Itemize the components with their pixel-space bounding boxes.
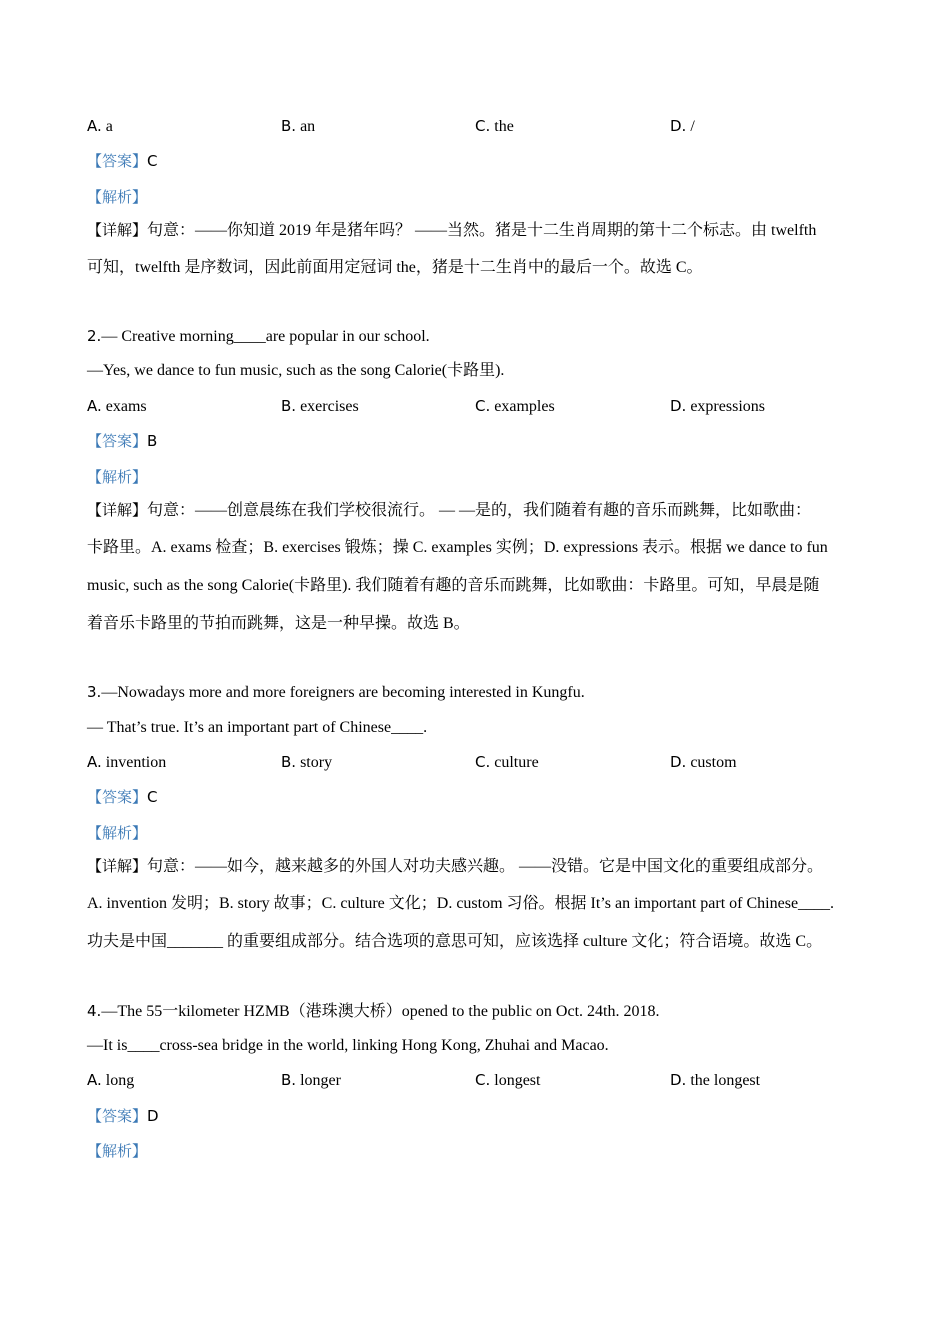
q1-option-c [475,115,514,138]
detail-text: 句意：——创意晨练在我们学校很流行。 — —是的，我们随着有趣的音乐而跳舞，比如歌曲： [147,502,812,519]
option-letter: B. [281,397,297,415]
q2-detail-line-4 [87,613,470,635]
detail-tag: 【详解】 [87,857,148,875]
stem-text: — That’s true. It’s an important part of Chinese____. [87,719,428,736]
answer-value: C [147,788,158,806]
stem-text: —The 55一kilometer HZMB（港珠澳大桥）opened to the public on Oct. 24th. 2018. [101,1003,660,1020]
detail-text: A. invention 发明；B. story 故事；C. culture 文化；D. custom 习俗。根据 It’s an important part of Chinese____. [87,895,835,912]
q3-detail-line-3 [87,931,822,953]
detail-text: music, such as the song Calorie(卡路里). 我们随着有趣的音乐而跳舞，比如歌曲：卡路里。可知，早晨是随 [87,577,820,594]
answer-tag: 【答案】 [87,432,148,450]
option-text: the [494,118,514,135]
q4-option-d [670,1069,760,1092]
q1-detail-line-1 [87,219,816,242]
answer-tag: 【答案】 [87,1107,148,1125]
option-text: exercises [300,398,359,415]
option-letter: B. [281,753,297,771]
stem-text: —Yes, we dance to fun music, such as the song Calorie(卡路里). [87,362,505,379]
option-letter: A. [87,117,102,135]
q4-analysis [87,1140,147,1163]
option-text: exams [105,398,147,415]
q4-option-b [281,1069,341,1092]
q4-stem-line-2 [87,1035,609,1057]
analysis-tag: 【解析】 [87,824,148,842]
q2-detail-line-1 [87,499,811,522]
detail-text: 卡路里。A. exams 检查；B. exercises 锻炼；操 C. examples 实例；D. expressions 表示。根据 we dance to fun [87,539,828,556]
q3-detail-line-2 [87,893,834,915]
q3-detail-line-1 [87,855,823,878]
option-text: story [300,754,333,771]
option-text: examples [494,398,555,415]
option-letter: D. [670,753,687,771]
option-text: the longest [690,1072,761,1089]
q1-option-b [281,115,315,138]
answer-tag: 【答案】 [87,152,148,170]
q1-analysis [87,186,147,209]
q1-option-d [670,115,695,138]
question-number: 4. [87,1002,102,1020]
option-text: expressions [690,398,765,415]
q1-answer [87,150,158,173]
q2-detail-line-2 [87,537,828,559]
option-text: an [300,118,316,135]
q4-stem-line-1 [87,1000,659,1023]
q2-option-b [281,395,359,418]
question-number: 3. [87,683,102,701]
q2-stem-line-1 [87,325,430,348]
option-letter: D. [670,397,687,415]
detail-text: 功夫是中国_______ 的重要组成部分。结合选项的意思可知，应该选择 culture 文化；符合语境。故选 C。 [87,933,823,950]
option-letter: A. [87,753,102,771]
q3-stem-line-2 [87,717,427,739]
q3-option-b [281,751,332,774]
q3-analysis [87,822,147,845]
question-number: 2. [87,327,102,345]
stem-text: — Creative morning____are popular in our school. [101,328,430,345]
q3-option-a [87,751,166,774]
q3-option-c [475,751,539,774]
q2-option-a [87,395,147,418]
q4-answer [87,1105,159,1128]
q1-option-a [87,115,113,138]
option-text: a [105,118,113,135]
stem-text: —Nowadays more and more foreigners are becoming interested in Kungfu. [101,684,585,701]
analysis-tag: 【解析】 [87,1142,148,1160]
option-text: / [690,118,695,135]
analysis-tag: 【解析】 [87,188,148,206]
q2-answer [87,430,157,453]
answer-value: D [147,1107,159,1125]
option-letter: C. [475,753,491,771]
q2-analysis [87,466,147,489]
detail-text: 句意：——你知道 2019 年是猪年吗？ ——当然。猪是十二生肖周期的第十二个标志。由 twelfth [147,222,817,239]
option-letter: C. [475,117,491,135]
option-text: culture [494,754,539,771]
detail-text: 句意：——如今，越来越多的外国人对功夫感兴趣。 ——没错。它是中国文化的重要组成部分。 [147,858,824,875]
option-letter: A. [87,1071,102,1089]
option-letter: D. [670,117,687,135]
detail-text: 着音乐卡路里的节拍而跳舞，这是一种早操。故选 B。 [87,615,470,632]
option-letter: C. [475,1071,491,1089]
q2-option-d [670,395,765,418]
q4-option-a [87,1069,134,1092]
stem-text: —It is____cross-sea bridge in the world, linking Hong Kong, Zhuhai and Macao. [87,1037,609,1054]
detail-text: 可知，twelfth 是序数词，因此前面用定冠词 the，猪是十二生肖中的最后一个。故选 C。 [87,259,703,276]
detail-tag: 【详解】 [87,221,148,239]
option-letter: C. [475,397,491,415]
option-text: custom [690,754,737,771]
analysis-tag: 【解析】 [87,468,148,486]
option-text: longer [300,1072,341,1089]
q3-stem-line-1 [87,681,585,704]
option-letter: B. [281,1071,297,1089]
option-text: invention [105,754,167,771]
q3-answer [87,786,158,809]
q3-option-d [670,751,737,774]
detail-tag: 【详解】 [87,501,148,519]
answer-value: C [147,152,158,170]
q2-stem-line-2 [87,360,504,382]
option-letter: B. [281,117,297,135]
option-text: longest [494,1072,541,1089]
option-letter: A. [87,397,102,415]
q1-detail-line-2 [87,257,703,279]
q2-option-c [475,395,555,418]
answer-tag: 【答案】 [87,788,148,806]
q4-option-c [475,1069,540,1092]
option-letter: D. [670,1071,687,1089]
answer-value: B [147,432,158,450]
option-text: long [105,1072,135,1089]
q2-detail-line-3 [87,575,819,597]
